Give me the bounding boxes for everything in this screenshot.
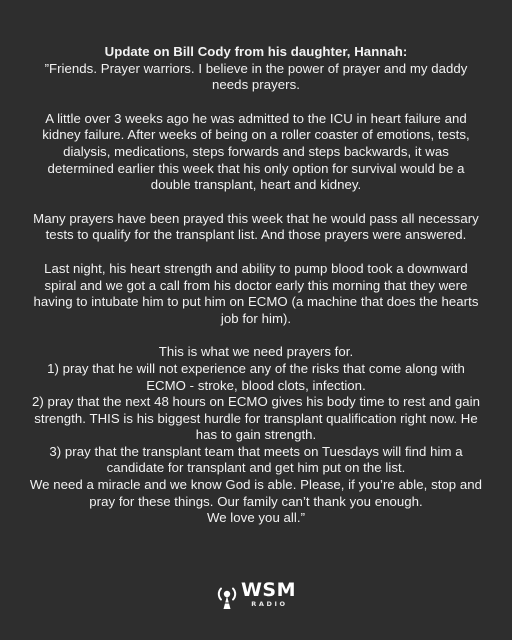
- logo-wordmark: [241, 581, 296, 608]
- post-paragraph-3: Last night, his heart strength and ability to pump blood took a downward spiral and we got a call from his doctor early this morning that they were having to intubate him to put him on ECMO (a machine that does the hearts job for him).: [33, 260, 479, 326]
- post-closing: We need a miracle and we know God is able. Please, if you’re able, stop and pray for these things. Our family can’t thank you enough.: [29, 477, 483, 509]
- post-paragraph-2: Many prayers have been prayed this week that he would pass all necessary tests to qualify for the transplant list. And those prayers were answered.: [33, 210, 479, 243]
- needs-intro: This is what we need prayers for.: [158, 344, 354, 360]
- logo-sub-text: RADIO: [251, 600, 288, 608]
- wsm-radio-logo: [0, 581, 512, 610]
- need-item-1: 1) pray that he will not experience any of the risks that come along with ECMO - stroke, blood clots, infection.: [47, 360, 465, 393]
- need-item-3: 3) pray that the transplant team that meets on Tuesdays will find him a candidate for transplant and get him put on the list.: [49, 443, 463, 476]
- post-sign-off: We love you all.”: [206, 510, 306, 526]
- need-item-2: 2) pray that the next 48 hours on ECMO gives his body time to rest and gain strength. THIS is his biggest hurdle for transplant qualification right now. He has to gain strength.: [32, 394, 480, 443]
- post-opening: ”Friends. Prayer warriors. I believe in the power of prayer and my daddy needs prayers.: [44, 60, 468, 93]
- post-text: [28, 44, 484, 527]
- broadcast-tower-icon: [216, 582, 238, 610]
- logo-main-text: WSM: [240, 579, 297, 601]
- post-paragraph-1: A little over 3 weeks ago he was admitted to the ICU in heart failure and kidney failure. After weeks of being on a roller coaster of emotions, tests, dialysis, medications, steps forwards and steps backwards, it was determined earlier this week that his only option for survival would be a double transplant, heart and kidney.: [42, 110, 470, 193]
- post-title: Update on Bill Cody from his daughter, Hannah:: [104, 44, 408, 59]
